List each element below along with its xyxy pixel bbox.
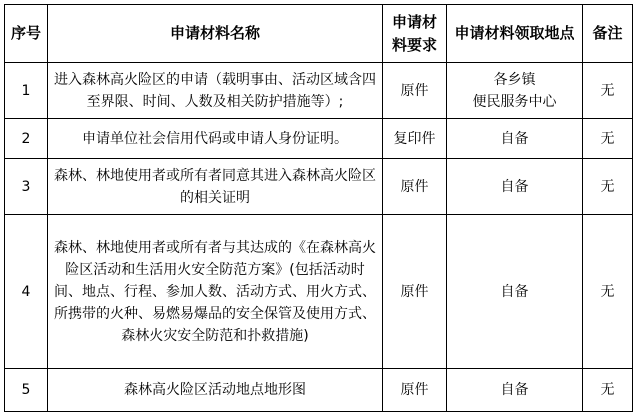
cell-name: 森林高火险区活动地点地形图 bbox=[48, 369, 383, 412]
cell-note: 无 bbox=[583, 369, 633, 412]
table-row bbox=[5, 119, 633, 159]
cell-no: 2 bbox=[5, 119, 48, 159]
table-row bbox=[5, 369, 633, 412]
cell-name: 森林、林地使用者或所有者同意其进入森林高火险区的相关证明 bbox=[48, 159, 383, 215]
application-materials-table bbox=[4, 4, 633, 412]
cell-note: 无 bbox=[583, 215, 633, 369]
cell-requirement: 原件 bbox=[383, 215, 447, 369]
cell-requirement: 原件 bbox=[383, 63, 447, 119]
table-row bbox=[5, 63, 633, 119]
cell-note: 无 bbox=[583, 63, 633, 119]
cell-no: 1 bbox=[5, 63, 48, 119]
table-row bbox=[5, 215, 633, 369]
cell-place: 自备 bbox=[447, 119, 583, 159]
cell-no: 3 bbox=[5, 159, 48, 215]
header-note: 备注 bbox=[583, 5, 633, 63]
table-row bbox=[5, 159, 633, 215]
cell-place: 自备 bbox=[447, 369, 583, 412]
cell-no: 4 bbox=[5, 215, 48, 369]
table-header-row bbox=[5, 5, 633, 63]
cell-no: 5 bbox=[5, 369, 48, 412]
cell-note: 无 bbox=[583, 119, 633, 159]
cell-place: 各乡镇 便民服务中心 bbox=[447, 63, 583, 119]
cell-name: 进入森林高火险区的申请（载明事由、活动区域含四至界限、时间、人数及相关防护措施等）; bbox=[48, 63, 383, 119]
cell-note: 无 bbox=[583, 159, 633, 215]
cell-name: 申请单位社会信用代码或申请人身份证明。 bbox=[48, 119, 383, 159]
cell-place: 自备 bbox=[447, 159, 583, 215]
cell-requirement: 原件 bbox=[383, 159, 447, 215]
header-name: 申请材料名称 bbox=[48, 5, 383, 63]
cell-requirement: 原件 bbox=[383, 369, 447, 412]
header-requirement: 申请材料要求 bbox=[383, 5, 447, 63]
cell-place: 自备 bbox=[447, 215, 583, 369]
cell-requirement: 复印件 bbox=[383, 119, 447, 159]
header-place: 申请材料领取地点 bbox=[447, 5, 583, 63]
cell-name: 森林、林地使用者或所有者与其达成的《在森林高火险区活动和生活用火安全防范方案》(包括活动时间、地点、行程、参加人数、活动方式、用火方式、所携带的火种、易燃易爆品的安全保管及使用方式、森林火灾安全防范和扑救措施) bbox=[48, 215, 383, 369]
header-no: 序号 bbox=[5, 5, 48, 63]
